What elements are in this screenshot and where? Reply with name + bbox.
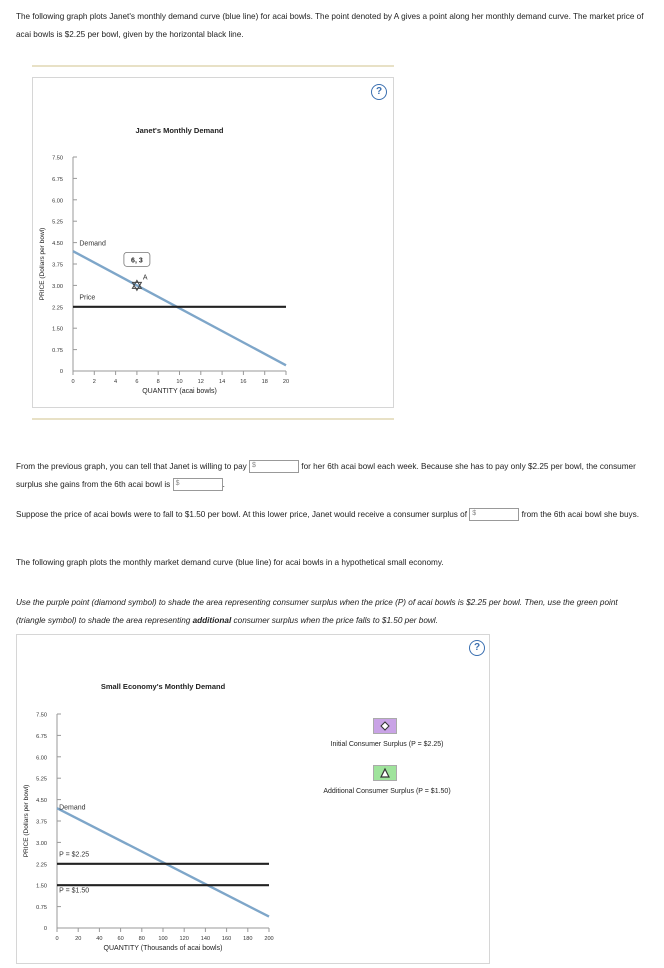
- y-tick-label: 3.00: [36, 840, 47, 847]
- x-tick-label: 140: [200, 936, 211, 942]
- y-tick-label: 0.75: [36, 905, 47, 912]
- question2-text-a: Suppose the price of acai bowls were to fall to $1.50 per bowl. At this lower price, Janet would receive a consumer surplus of: [16, 510, 468, 519]
- y-tick-label: 7.50: [52, 155, 63, 162]
- instructions-text-b: consumer surplus when the price falls to $1.50 per bowl.: [233, 616, 438, 625]
- demand-label: Demand: [59, 804, 86, 812]
- x-tick-label: 4: [114, 379, 118, 385]
- x-tick-label: 0: [55, 936, 59, 942]
- legend-additional-label: Additional Consumer Surplus (P = $1.50): [323, 788, 451, 795]
- legend-initial-label: Initial Consumer Surplus (P = $2.25): [330, 741, 444, 748]
- y-tick-label: 6.00: [36, 755, 47, 762]
- y-tick-label: 1.50: [52, 326, 63, 333]
- help-icon[interactable]: ?: [469, 640, 485, 656]
- x-tick-label: 80: [138, 936, 145, 942]
- price-label: Price: [79, 294, 96, 302]
- x-axis-label: QUANTITY (Thousands of acai bowls): [103, 945, 223, 952]
- intro-text: The following graph plots Janet's monthly demand curve (blue line) for acai bowls. The point denoted by A gives a point along her monthly demand curve. The market price of acai bowls is $2.25 per bowl, given by the horizontal black line.: [16, 12, 644, 39]
- x-tick-label: 20: [282, 379, 290, 385]
- instructions-text-a: Use the purple point (diamond symbol) to shade the area representing consumer surplus when the price (P) of acai bowls is $2.25 per bowl. Then, use the green point (triangle symbol) to shade the area representing: [16, 598, 618, 625]
- x-tick-label: 160: [221, 936, 232, 942]
- question2-text-b: from the 6th acai bowl she buys.: [521, 510, 639, 519]
- chart-title: Janet's Monthly Demand: [135, 126, 224, 135]
- x-tick-label: 100: [158, 936, 168, 942]
- y-tick-label: 3.75: [52, 262, 63, 269]
- x-tick-label: 16: [240, 379, 247, 385]
- y-tick-label: 4.50: [52, 241, 63, 248]
- market-intro: The following graph plots the monthly market demand curve (blue line) for acai bowls in a hypothetical small economy.: [16, 558, 444, 567]
- instructions-bold: additional: [192, 616, 232, 625]
- point-tooltip-text: 6, 3: [131, 257, 143, 265]
- y-axis-label: PRICE (Dollars per bowl): [23, 784, 30, 858]
- y-tick-label: 0.75: [52, 348, 63, 355]
- chart-title: Small Economy's Monthly Demand: [100, 682, 226, 691]
- y-tick-label: 3.75: [36, 819, 47, 826]
- y-tick-label: 3.00: [52, 283, 63, 290]
- y-tick-label: 7.50: [36, 712, 47, 719]
- question1-text-a: From the previous graph, you can tell that Janet is willing to pay: [16, 462, 247, 471]
- x-tick-label: 10: [176, 379, 183, 385]
- question1-text-end: .: [222, 480, 225, 489]
- y-tick-label: 0: [59, 369, 63, 375]
- y-tick-label: 6.00: [52, 198, 63, 205]
- currency-symbol: $: [472, 510, 477, 518]
- p2-label: P = $1.50: [59, 887, 90, 895]
- y-tick-label: 2.25: [36, 862, 47, 869]
- y-tick-label: 4.50: [36, 798, 47, 805]
- x-tick-label: 14: [218, 379, 226, 385]
- question1-text-b: for her 6th acai bowl each week. Because she has to pay only $2.25 per bowl, the consumer surplus she gains from the 6th acai bowl is: [16, 462, 636, 489]
- x-tick-label: 20: [75, 936, 82, 942]
- y-axis-label: PRICE (Dollars per bowl): [39, 227, 46, 301]
- y-tick-label: 6.75: [52, 176, 63, 183]
- x-tick-label: 12: [197, 379, 204, 385]
- x-tick-label: 180: [243, 936, 253, 942]
- y-tick-label: 5.25: [36, 776, 47, 783]
- x-tick-label: 8: [156, 379, 160, 385]
- x-tick-label: 2: [92, 379, 96, 385]
- demand-curve: [57, 808, 269, 916]
- demand-label: Demand: [79, 240, 106, 248]
- help-icon[interactable]: ?: [371, 84, 387, 100]
- x-tick-label: 60: [117, 936, 124, 942]
- y-tick-label: 2.25: [52, 305, 63, 312]
- x-tick-label: 120: [179, 936, 189, 942]
- x-tick-label: 18: [261, 379, 268, 385]
- x-tick-label: 200: [264, 936, 274, 942]
- y-tick-label: 0: [43, 926, 47, 932]
- p1-label: P = $2.25: [59, 851, 90, 859]
- x-tick-label: 40: [96, 936, 103, 942]
- point-a-label: A: [142, 274, 148, 282]
- currency-symbol: $: [252, 462, 256, 470]
- x-axis-label: QUANTITY (acai bowls): [142, 388, 217, 395]
- y-tick-label: 6.75: [36, 733, 47, 740]
- currency-symbol: $: [175, 480, 180, 488]
- y-tick-label: 5.25: [52, 219, 63, 226]
- y-tick-label: 1.50: [36, 883, 47, 890]
- x-tick-label: 0: [71, 379, 75, 385]
- x-tick-label: 6: [135, 379, 139, 385]
